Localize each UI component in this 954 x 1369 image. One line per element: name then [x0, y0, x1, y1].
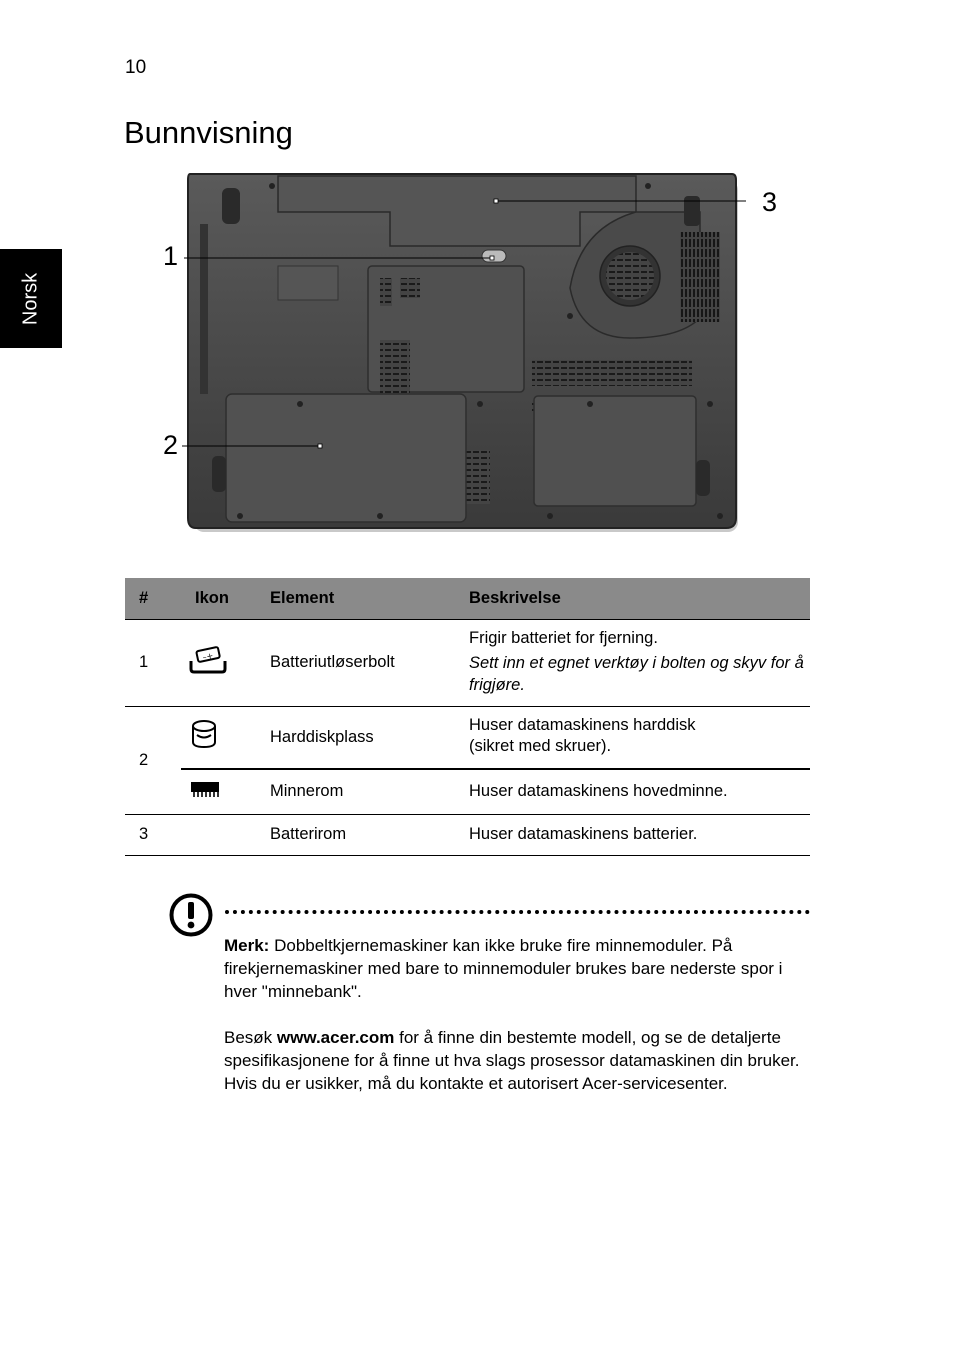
table-row: [125, 815, 810, 856]
row-description: [455, 620, 810, 707]
note-box: [224, 934, 804, 1118]
acer-website-link[interactable]: www.acer.com: [276, 1028, 395, 1047]
row-description-main: Huser datamaskinens harddisk: [469, 716, 696, 734]
row-icon-empty: [181, 815, 256, 856]
row-description-note: Sett inn et egnet verktøy i bolten og skyv for å frigjøre.: [469, 654, 804, 694]
row-element: Harddiskplass: [256, 707, 455, 769]
row-description-main: Frigir batteriet for fjerning.: [469, 629, 658, 647]
laptop-bottom-figure: [160, 168, 800, 548]
row-description: Huser datamaskinens hovedminne.: [455, 769, 810, 815]
row-number: 2: [125, 707, 181, 815]
page-number: 10: [125, 57, 147, 78]
page-title: Bunnvisning: [124, 115, 293, 150]
table-row: [125, 620, 810, 707]
row-element: Batteriutløserbolt: [256, 620, 455, 707]
row-element: Batterirom: [256, 815, 455, 856]
exclamation-icon: [169, 893, 213, 937]
row-description: [455, 707, 810, 769]
table-row: [125, 707, 810, 769]
callout-3: 3: [762, 187, 778, 217]
note-text-2-suffix: for å finne din bestemte modell, og se de detaljerte spesifikasjonene for å finne ut hva slags prosessor datamaskinen din bruker. Hvis du er usikker, må du kontakte et autorisert Acer-servicesenter.: [224, 1028, 800, 1093]
memory-icon: [181, 769, 256, 815]
laptop-bottom-illustration: [160, 168, 800, 548]
header-description: Beskrivelse: [455, 578, 810, 620]
components-table: [125, 578, 810, 856]
table-header-row: [125, 578, 810, 620]
note-paragraph-1: [224, 934, 804, 1003]
row-number: 1: [125, 620, 181, 707]
language-tab: [0, 249, 62, 348]
header-number: #: [125, 578, 181, 620]
note-divider: [225, 910, 810, 914]
svg-text:–+: –+: [201, 650, 215, 662]
row-description: Huser datamaskinens batterier.: [455, 815, 810, 856]
note-label: Merk:: [224, 936, 270, 955]
header-element: Element: [256, 578, 455, 620]
language-tab-label: Norsk: [19, 272, 42, 326]
note-paragraph-2: [224, 1026, 804, 1095]
hard-disk-icon: [181, 707, 256, 769]
battery-release-icon: [181, 620, 256, 707]
row-description-note: (sikret med skruer).: [469, 737, 612, 756]
row-number: 3: [125, 815, 181, 856]
note-text-1: Dobbeltkjernemaskiner kan ikke bruke fire minnemoduler. På firekjernemaskiner med bare to minnemoduler brukes bare nederste spor i hver "minnebank".: [224, 936, 783, 1001]
row-element: Minnerom: [256, 769, 455, 815]
note-text-2-prefix: Besøk: [224, 1028, 277, 1047]
callout-2: 2: [163, 430, 179, 460]
header-icon: Ikon: [181, 578, 256, 620]
callout-1: 1: [163, 241, 179, 271]
table-row: [125, 769, 810, 815]
